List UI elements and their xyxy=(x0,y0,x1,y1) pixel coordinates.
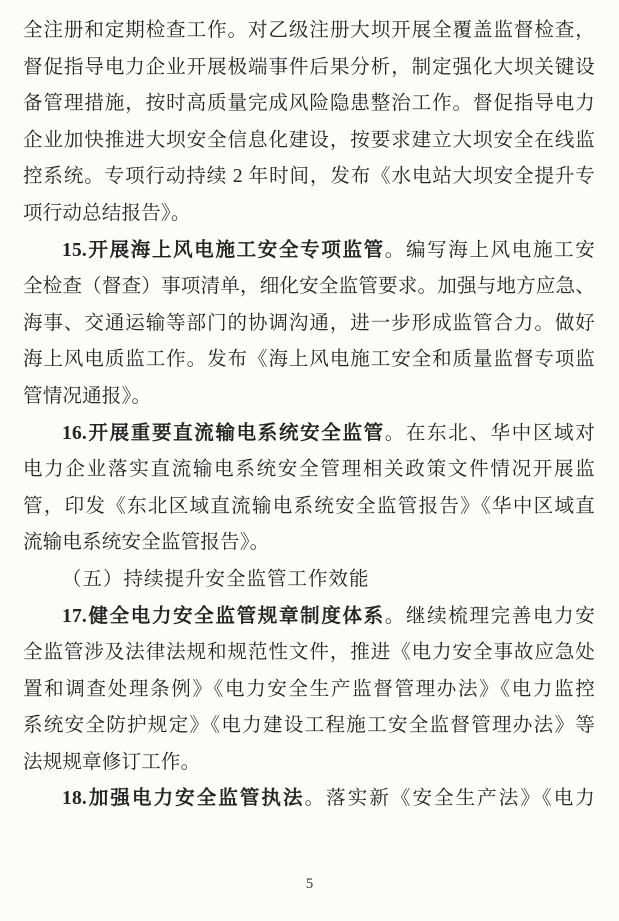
paragraph-18-title: 18.加强电力安全监管执法 xyxy=(62,788,305,810)
paragraph-16-title: 16.开展重要直流输电系统安全监管 xyxy=(62,422,385,444)
paragraph-line: 全检查（督查）事项清单，细化安全监管要求。加强与地方应急、 xyxy=(23,276,595,298)
paragraph-line: 系统安全防护规定》《电力建设工程施工安全监督管理办法》等 xyxy=(23,715,595,737)
paragraph-line: 电力企业落实直流输电系统安全管理相关政策文件情况开展监 xyxy=(23,459,595,481)
paragraph-15-first-line xyxy=(23,233,595,270)
paragraph-16-first-line xyxy=(23,416,595,453)
paragraph-line: 流输电系统安全监管报告》。 xyxy=(23,532,270,554)
paragraph-17-title: 17.健全电力安全监管规章制度体系 xyxy=(62,605,385,627)
document-body xyxy=(23,13,595,818)
section-heading: （五）持续提升安全监管工作效能 xyxy=(62,568,370,590)
paragraph-line: 海上风电质监工作。发布《海上风电施工安全和质量监督专项监 xyxy=(23,349,595,371)
paragraph-line: 全注册和定期检查工作。对乙级注册大坝开展全覆盖监督检查， xyxy=(23,20,595,41)
paragraph-line: 管情况通报》。 xyxy=(23,385,152,407)
paragraph-18-first-line xyxy=(23,781,595,818)
paragraph-line: 督促指导电力企业开展极端事件后果分析，制定强化大坝关键设 xyxy=(23,56,595,78)
paragraph-15-title: 15.开展海上风电施工安全专项监管 xyxy=(62,239,385,261)
paragraph-line: 全监管涉及法律法规和规范性文件，推进《电力安全事故应急处 xyxy=(23,642,595,664)
paragraph-line: 企业加快推进大坝安全信息化建设，按要求建立大坝安全在线监 xyxy=(23,129,595,151)
paragraph-line: 海事、交通运输等部门的协调沟通，进一步形成监管合力。做好 xyxy=(23,312,595,334)
paragraph-line: 备管理措施，按时高质量完成风险隐患整治工作。督促指导电力 xyxy=(23,93,595,115)
paragraph-16-title-rest: 。在东北、华中区域对 xyxy=(384,422,595,444)
paragraph-15-title-rest: 。编写海上风电施工安 xyxy=(384,239,595,261)
paragraph-line: 置和调查处理条例》《电力安全生产监督管理办法》《电力监控 xyxy=(23,678,595,700)
paragraph-17-first-line xyxy=(23,599,595,636)
page-number: 5 xyxy=(305,876,314,892)
paragraph-line: 法规规章修订工作。 xyxy=(23,751,201,773)
paragraph-line: 控系统。专项行动持续 2 年时间，发布《水电站大坝安全提升专 xyxy=(23,166,595,188)
paragraph-17-title-rest: 。继续梳理完善电力安 xyxy=(384,605,595,627)
paragraph-line: 管，印发《东北区域直流输电系统安全监管报告》《华中区域直 xyxy=(23,495,595,517)
paragraph-18-title-rest: 。落实新《安全生产法》《电力 xyxy=(304,788,595,810)
paragraph-line: 项行动总结报告》。 xyxy=(23,202,191,224)
